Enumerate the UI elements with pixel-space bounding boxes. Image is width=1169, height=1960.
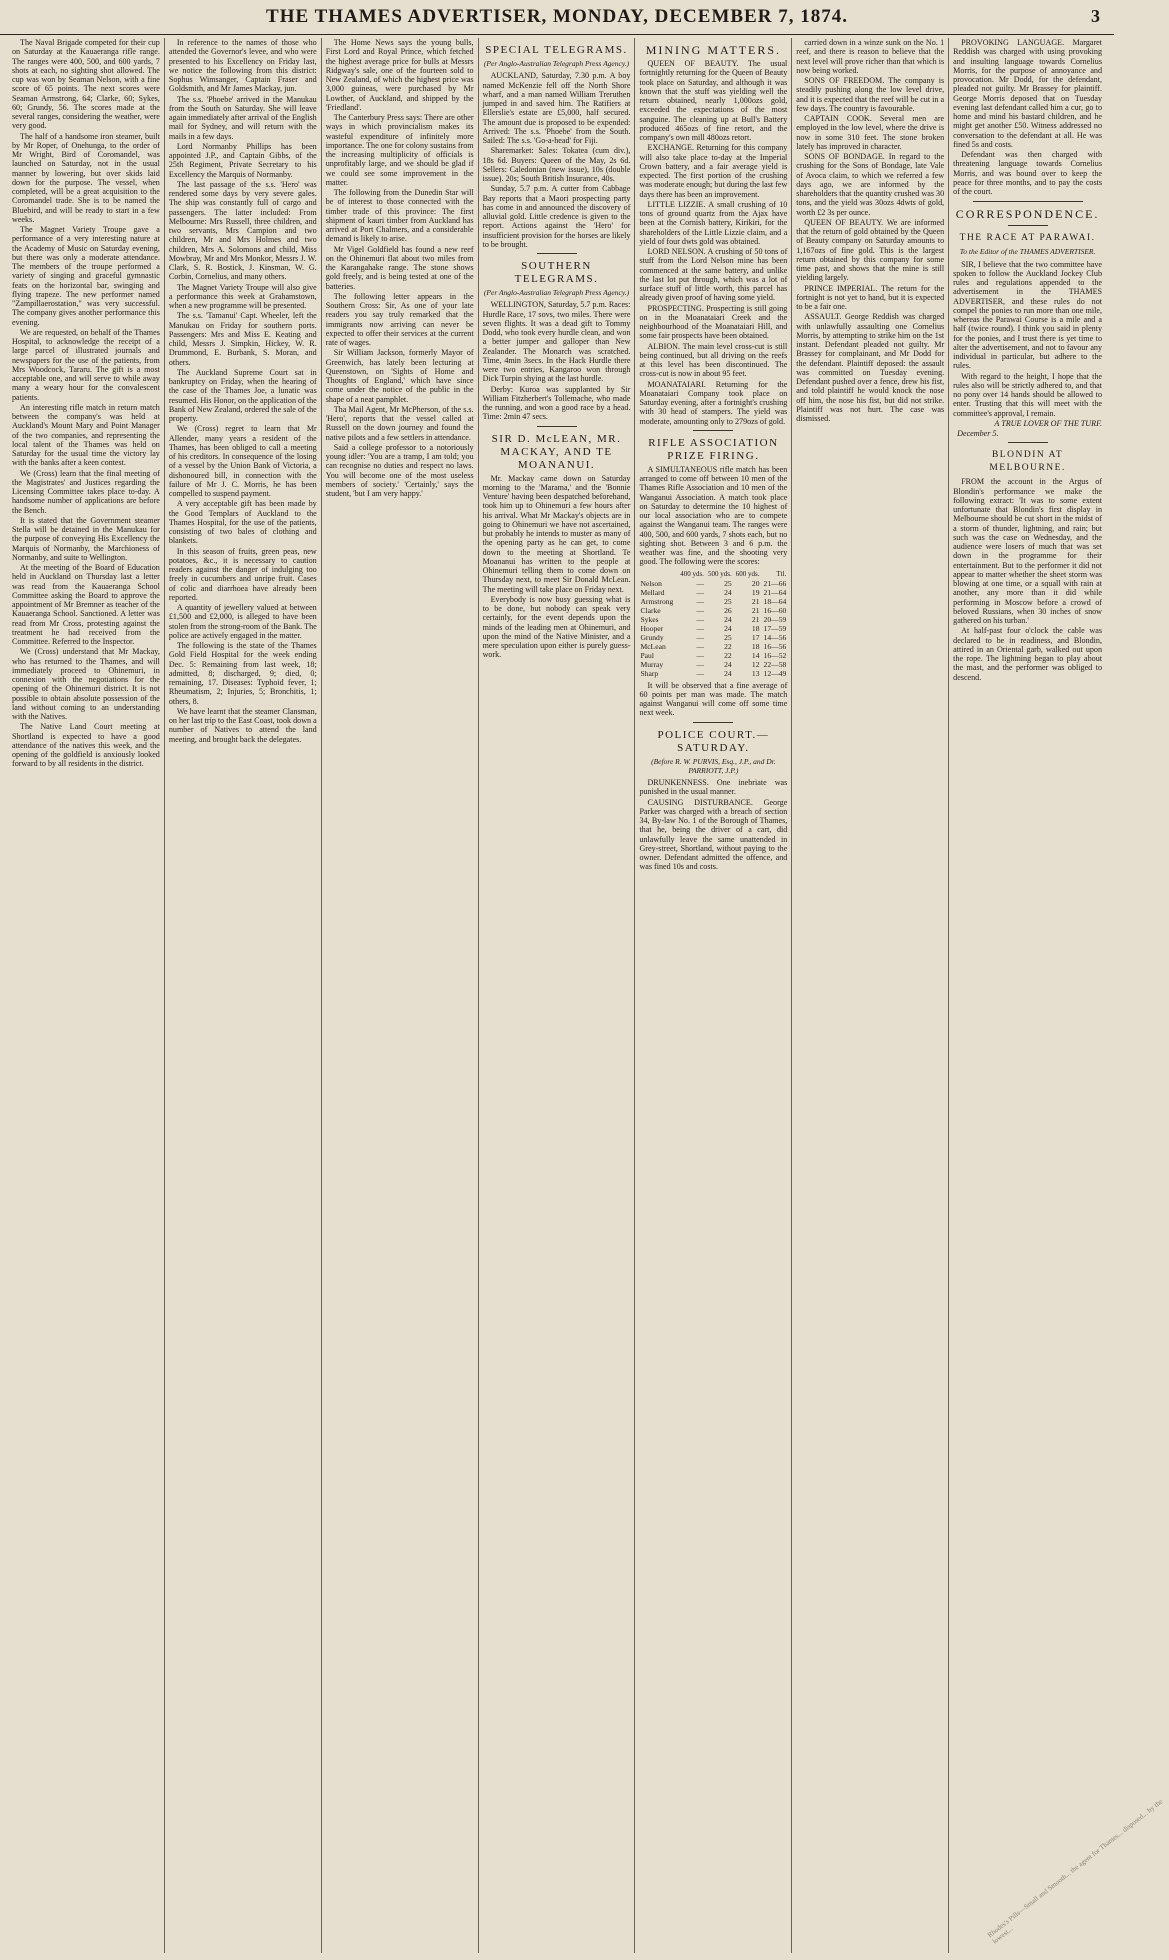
paragraph: Said a college professor to a notoriously young idler: 'You are a tramp, I am told; you can recognise no duties and respect no laws. You will become one of the most useless members of society.' 'Certainly,' says the student, 'but I am very happy.': [325, 442, 474, 498]
paragraph: The Auckland Supreme Court sat in bankruptcy on Friday, when the hearing of the case of the Thames Joe, a lunatic was resumed. His Honor, on the application of the Bank of New Zealand, ordered the sale of the property.: [168, 367, 317, 423]
table-cell: 24: [724, 614, 732, 624]
section-subheading: (Per Anglo-Australian Telegraph Press Agency.): [483, 288, 630, 297]
divider: [537, 253, 577, 254]
table-header-cell: 500 yds.: [707, 569, 732, 578]
table-cell: 20: [751, 578, 760, 588]
paragraph: At half-past four o'clock the cable was declared to be in readiness, and Blondin, attired in an Oriental garb, walked out upon the rope. The lightning began to play about the mast, and the performer was obliged to descend.: [953, 626, 1103, 682]
section-heading-mackay: SIR D. McLEAN, MR. MACKAY, AND TE MOANANUI.: [491, 432, 622, 471]
table-row: [639, 633, 787, 642]
table-cell: —: [696, 641, 704, 651]
columns: [8, 38, 1165, 1953]
letter-addressee: To the Editor of the THAMES ADVERTISER.: [959, 247, 1096, 257]
paragraph: We are requested, on behalf of the Thames Hospital, to acknowledge the receipt of a large parcel of illustrated journals and newspapers for the use of the patients, from Mrs Woodcock, Tararu. The gift is a most acceptable one, and will serve to while away many a weary hour for the convalescent patients.: [12, 327, 160, 402]
paragraph: carried down in a winze sunk on the No. 1 reef, and there is reason to believe that the next level will prove richer than that which is now being worked.: [796, 38, 945, 75]
column-2: [165, 38, 322, 1953]
table-cell: 22—58: [763, 659, 787, 669]
table-cell: 21—66: [763, 578, 787, 588]
paragraph: ALBION. The main level cross-cut is still being continued, but all driving on the reefs at this level has been discontinued. The cross-cut is now in about 95 feet.: [639, 341, 788, 379]
table-cell: Hooper: [640, 623, 664, 633]
table-row: [639, 588, 787, 597]
paragraph: Everybody is now busy guessing what is to be done, but nobody can speak very certainly, for the event depends upon the minds of the leading men at Ohinemuri, and upon the mind of the Native Minister, and a mere speculation upon either is purely guess-work.: [482, 594, 631, 660]
newspaper-title: THE THAMES ADVERTISER, MONDAY, DECEMBER 7, 1874.: [266, 6, 848, 27]
rifle-scores-table: [639, 570, 787, 678]
paragraph: Sharemarket: Sales: Tokatea (cum div.), 18s 6d. Buyers: Queen of the May, 2s 6d. Sellers: Caledonian (new issue), 10s (double issue). 20s; South British Insurance, 40s.: [482, 146, 631, 183]
section-heading-southern-telegrams: SOUTHERN TELEGRAMS.: [514, 260, 599, 285]
column-3: [322, 38, 479, 1953]
paragraph: The following letter appears in the Southern Cross: Sir, As one of your late readers you say truly remarked that the immigrants now arriving can never be expected to offer their services at the current rate of wages.: [325, 291, 474, 347]
letter-signature: A TRUE LOVER OF THE TURF.: [994, 418, 1103, 428]
paragraph: It is stated that the Government steamer Stella will be detained in the Manukau for the purpose of conveying His Excellency the Marquis of Normanby, the Marchioness of Normanby, and suite to Wellington.: [12, 515, 160, 562]
section-heading-rifle: RIFLE ASSOCIATION PRIZE FIRING.: [648, 436, 779, 462]
paragraph: The s.s. 'Phoebe' arrived in the Manukau from the South on Saturday. She will leave again immediately after arrival of the English mail for Sydney, and will return with the mails in a few days.: [168, 94, 317, 141]
paragraph: With regard to the height, I hope that the rules also will be strictly adhered to, and that no pony over 14 hands should be allowed to enter. Trusting that this will meet with the committee's approval, I remain.: [953, 371, 1103, 418]
column-5: [635, 38, 792, 1953]
paragraph: The Home News says the young bulls, First Lord and Royal Prince, which fetched the highest average price for bulls at Messrs Ridgway's sale, one of the fourteen sold to New Zealand, of which the highest price was 3,000 guineas, were purchased by Mr Lowther, of Auckland, and shipped by the 'Friedland'.: [325, 38, 474, 112]
table-cell: 24: [724, 668, 732, 678]
table-cell: 25: [724, 632, 732, 642]
paragraph: Sunday, 5.7 p.m. A cutter from Cabbage Bay reports that a Maori prospecting party has come in and announced the discovery of alluvial gold. Little credence is given to the report. Actions against the 'Hero' for insufficient provision for the horses are likely to be brought.: [482, 184, 631, 249]
column-1: [8, 38, 165, 1953]
table-row: [639, 624, 787, 633]
table-cell: McLean: [640, 641, 666, 651]
paragraph: CAUSING DISTURBANCE. George Parker was charged with a breach of section 34, By-law No. 1 of the Borough of Thames, that he, being the driver of a cart, did unlawfully leave the same unattended in Grey-street, Shortland, without paying to the owner. Defendant admitted the offence, and was fined 10s and costs.: [639, 797, 788, 872]
table-cell: —: [696, 650, 704, 660]
table-cell: 22: [724, 650, 732, 660]
paragraph: An interesting rifle match in return match between the company's was held at Auckland's Mount Mary and Point Manager of the two companies, and representing the local talent of the Thames was held on Saturday for the usual time the victory lay with the banks after a keen contest.: [12, 402, 160, 468]
paragraph: Mr Vigel Goldfield has found a new reef on the Ohinemuri flat about two miles from the Karangahake range. The stone shows gold freely, and is being tested at one of the batteries.: [325, 244, 474, 291]
table-cell: Sykes: [640, 614, 659, 624]
table-cell: 21: [751, 605, 760, 615]
paragraph: SIR, I believe that the two committee have spoken to follow the Auckland Jockey Club rules and regulations appended to the advertisement in the THAMES ADVERTISER, and these rules do not compel the ponies to run more than one mile, whereas the Parawai Course is a mile and a half (twice round). I think you said in plenty for the ponies, and I trust there is yet time to alter the advertisement, and not to favour any individual in particular, but adhere to the rules.: [953, 259, 1103, 371]
section-heading-blondin: BLONDIN AT MELBOURNE.: [989, 450, 1066, 474]
letter-date: December 5.: [957, 429, 999, 438]
table-cell: 13: [751, 668, 760, 678]
table-cell: 21: [751, 596, 760, 606]
section-heading-police-court: POLICE COURT.—SATURDAY.: [657, 728, 770, 754]
section-subheading: (Before R. W. PURVIS, Esq., J.P., and Dr. PARRIOTT, J.P.): [651, 756, 776, 775]
table-row: [639, 615, 787, 624]
paragraph: QUEEN OF BEAUTY. The usual fortnightly returning for the Queen of Beauty took place on Saturday, and although it was known that the stuff was yielding well the return obtained, nearly 1,000ozs gold, exceeded the expectations of the most sanguine. The cleaning up at Bull's Battery produced 465ozs of fine retort, and the company's own mill 480ozs retort.: [639, 59, 788, 142]
paragraph: PROSPECTING. Prospecting is still going on in the Moanataiari Creek and the neighbourhood of the Moanataiari Hill, and some fair prospects have been obtained.: [639, 303, 788, 341]
table-cell: 21: [751, 614, 760, 624]
table-header-cell: [639, 570, 677, 579]
paragraph: We (Cross) learn that the final meeting of the Magistrates' and Justices regarding the Licensing Committee takes place to-day. A handsome number of applications are before the Bench.: [12, 468, 160, 515]
table-cell: Grundy: [640, 632, 664, 642]
table-row: [639, 606, 787, 615]
table-cell: Murray: [640, 659, 664, 669]
table-cell: 12—49: [763, 668, 787, 678]
paragraph: AUCKLAND, Saturday, 7.30 p.m. A boy named McKenzie fell off the North Shore wharf, and a man named William Treruthen jumped in and saved him. The Ratifiers at Ellerslie's estate are £5,000, half secured. The amount due is proposed to be expended: Arrived: The s.s. 'Phoebe' from the South. Sailed: The s.s. 'Go-a-head' for Fiji.: [482, 71, 631, 145]
table-cell: —: [696, 623, 704, 633]
table-cell: 17—59: [763, 623, 787, 633]
letter-heading: THE RACE AT PARAWAI.: [959, 233, 1096, 244]
table-cell: 18: [751, 623, 760, 633]
section-subheading: (Per Anglo-Australian Telegraph Press Agency.): [483, 59, 630, 68]
table-cell: Armstrong: [640, 596, 674, 606]
column-4: [479, 38, 636, 1953]
paragraph: In reference to the names of those who attended the Governor's levee, and who were presented to his Excellency on Friday last, we notice the following from this district: Sophus Wimsanger, Captain Fraser and Goldsmith, and Mr James Mackay, jun.: [168, 38, 317, 94]
paragraph: SONS OF FREEDOM. The company is steadily pushing along the low level drive, and it is expected that the reef will be cut in a few days. The country is favourable.: [796, 76, 945, 113]
paragraph: CAPTAIN COOK. Several men are employed in the low level, where the drive is now in some 310 feet. The stone broken lately has improved in character.: [796, 114, 945, 151]
paragraph: Sir William Jackson, formerly Mayor of Greenwich, has lately been lecturing at Queenstown, on 'Sights of Home and Thoughts of England,' which have since come under the notice of the public in the shape of a neat pamphlet.: [325, 348, 474, 404]
divider: [973, 201, 1083, 202]
page-number: 3: [1091, 6, 1100, 26]
paragraph: We (Cross) understand that Mr Mackay, who has returned to the Thames, and will immediately proceed to Ohinemuri, in connexion with the negotiations for the opening of the Ohinemuri district. It is not possible to obtain absolute possession of the land without coming to an understanding with the Natives.: [12, 647, 160, 721]
paragraph: PRINCE IMPERIAL. The return for the fortnight is not yet to hand, but it is expected to be a fair one.: [796, 283, 945, 311]
table-cell: 25: [724, 596, 732, 606]
rotated-clipping-text: Rhodes's Pills—Small and Smooth... the agent for Thames... disposed... by the lowest...: [986, 1797, 1165, 1946]
rotated-clipping: [956, 1783, 1165, 1953]
table-header-cell: 400 yds.: [680, 569, 704, 578]
masthead: [0, 0, 1114, 35]
divider: [537, 426, 577, 427]
table-cell: —: [696, 659, 704, 669]
table-cell: 24: [724, 659, 732, 669]
divider: [693, 722, 733, 723]
column-6: [792, 38, 949, 1953]
column-7: [949, 38, 1165, 1953]
paragraph: MOANATAIARI. Returning for the Moanataiari Company took place on Saturday evening, after a fortnight's crushing with 30 head of stampers. The yield was moderate, amounting only to 279ozs of gold.: [639, 379, 788, 426]
paragraph: Lord Normanby Phillips has been appointed J.P., and Captain Gibbs, of the 25th Regiment, Private Secretary to his Excellency the Marquis of Normanby.: [168, 141, 317, 179]
paragraph: The last passage of the s.s. 'Hero' was rendered some days by very severe gales. The ship was constantly full of cargo and passengers. The latter included: From Melbourne: Mrs Russell, three children, and two servants, Mrs Campion and two children, Mr and Mrs Holmes and two children, Mrs A. Solomons and child, Miss Mowbray, Mr and Mrs Monkor, Messrs J. W. Clark, S. R. Bostick, J. Kinsman, W. G. Corbin, Cornelius, and many others.: [168, 179, 317, 282]
table-cell: 16—60: [763, 605, 787, 615]
table-cell: —: [696, 578, 704, 588]
section-heading-special-telegrams: SPECIAL TELEGRAMS.: [485, 44, 628, 56]
table-cell: 18—64: [763, 596, 787, 606]
section-heading-correspondence: CORRESPONDENCE.: [955, 207, 1100, 222]
table-row: [639, 660, 787, 669]
paragraph: A quantity of jewellery valued at between £1,500 and £2,000, is alleged to have been stolen from the strong-room of the Bank. The police are actively engaged in the matter.: [168, 603, 317, 640]
paragraph: WELLINGTON, Saturday, 5.7 p.m. Races: Hurdle Race, 17 sovs, two miles. There were seven flights. It was a dead gift to Tommy Dodd, who took every hurdle clean, and won a better jumper and galloper than New Zealander. The Monarch was scratched. Time, 4min 3secs. In the Hack Hurdle there were two entries, Kangaroo won through Dick Turpin shying at the last hurdle.: [482, 300, 631, 384]
paragraph: We have learnt that the steamer Clansman, on her last trip to the East Coast, took down a number of Natives to attend the land meeting, and brought back the delegates.: [168, 706, 317, 744]
paragraph: It will be observed that a fine average of 60 points per man was made. The match against Wanganui will come off some time next week.: [639, 680, 788, 718]
table-cell: 19: [751, 587, 760, 597]
table-cell: —: [696, 668, 704, 678]
paragraph: A SIMULTANEOUS rifle match has been arranged to come off between 10 men of the Thames Rifle Association and 10 men of the Wanganui Association. A match took place on Saturday to determine the 10 highest of our local association who are to compete against the Wanganui team. The ranges were 400, 500, and 600 yards, 7 shots each, but no sighting shot. Between 3 and 6 p.m. the weather was fine, and the shooting very good. The following were the scores:: [639, 464, 788, 567]
paragraph: Mr. Mackay came down on Saturday morning to the 'Marama,' and the 'Bonnie Venture' having been despatched beforehand, took him up to Ohinemuri a few hours after his arrival. What Mr Mackay's objects are in going to Ohinemuri we have not ascertained, but probably he intends to muster as many of the opening party as he can get, to come down to the meeting at Shortland. Te Moananui has written to the people at Ohinemuri telling them to come down on Thursday next, to meet Sir Donald McLean. The meeting will take place on Friday next.: [482, 473, 631, 594]
section-heading-mining-matters: MINING MATTERS.: [645, 43, 782, 57]
table-cell: 25: [724, 578, 732, 588]
table-cell: —: [696, 596, 704, 606]
table-cell: 20—59: [763, 614, 787, 624]
table-cell: —: [696, 632, 704, 642]
table-cell: 22: [724, 641, 732, 651]
paragraph: The Magnet Variety Troupe gave a performance of a very interesting nature at the Academy of Music on Saturday evening, but there was only a moderate attendance. The members of the troupe performed a variety of singing and graceful gymnastic feats on the horizontal bar, swinging and flying trapeze. The new performer named "Zampillaerostation," was very successful. The company gives another performance this evening.: [12, 225, 160, 327]
table-cell: 14—56: [763, 632, 787, 642]
paragraph: FROM the account in the Argus of Blondin's performance we make the following extract: 'It was to some extent unfortunate that Blondin's first display in Melbourne should be cut short in the midst of a storm of thunder, lightning, and rain; but such was the case on Wednesday, and the audience were losers of much that was set down in the programme for their entertainment. But to the performer it did not appear to matter whether the sheet storm was blowing at one time, or a squall with rain at another, any more than it did while performing in Moscow before a crowd of beloved Russians, when 30 inches of snow gathered on his turban.': [953, 477, 1103, 625]
table-cell: Sharp: [640, 668, 659, 678]
paragraph: LORD NELSON. A crushing of 50 tons of stuff from the Lord Nelson mine has been commenced at the same battery, and unlike the last lot put through, which was a lot of surface stuff of little worth, this parcel has already given proof of having some yield.: [639, 247, 788, 303]
table-row: [639, 579, 787, 588]
divider: [1008, 442, 1048, 443]
table-cell: 16—56: [763, 641, 787, 651]
table-cell: 18: [751, 641, 760, 651]
paragraph: The Naval Brigade competed for their cup on Saturday at the Kauaeranga rifle range. The ranges were 400, 500, and 600 yards, 7 shots at each, no sighting shot allowed. The cup was won by Seaman Nelson, with a fine score of 65 points. The next scores were Seaman Armstrong, 64; Clarke, 60; Sykes, 60; Grundy, 56. The scores made at the several ranges, considering the weather, were very good.: [12, 38, 160, 131]
table-cell: Clarke: [640, 605, 661, 615]
table-cell: —: [696, 614, 704, 624]
paragraph: Defendant was then charged with threatening language towards Cornelius Morris, and was bound over to keep the peace for three months, and to pay the costs of the court.: [953, 150, 1103, 196]
table-row: [639, 651, 787, 660]
paragraph: Tha Mail Agent, Mr McPherson, of the s.s. 'Hero', reports that the vessel called at Russell on the down journey and found the native pilots and a few settlers in attendance.: [325, 404, 474, 442]
paragraph: The half of a handsome iron steamer, built by Mr Roper, of Onehunga, to the order of Mr Wright, Bird of Coromandel, was launched on Saturday, not in the usual manner by lowering, but over skids laid down for the purpose. The vessel, when completed, will be a great acquisition to the Coromandel trade. She is to be named the Bluebird, and will be ready to start in a few weeks.: [12, 131, 160, 224]
table-body: [639, 579, 787, 678]
paragraph: PROVOKING LANGUAGE. Margaret Reddish was charged with using provoking and insulting language towards Cornelius Morris, for the purpose of annoyance and provocation. Mr Dodd, for the defendant, pleaded not guilty. Mr Brassey for plaintiff. George Morris deposed that on Tuesday evening last defendant called him a cur, go to home and mind his bastard children, and he might get another £50. Witness addressed no conversation to the defendant at all. He was fined 5s and costs.: [953, 38, 1103, 149]
table-cell: 12: [751, 659, 760, 669]
table-header-row: [639, 570, 787, 579]
divider: [693, 430, 733, 431]
table-row: [639, 642, 787, 651]
table-row: [639, 597, 787, 606]
paragraph: The s.s. 'Tamanui' Capt. Wheeler, left the Manukau on Friday for southern ports. Passengers: Mrs and Miss E. Keating and child, Messrs J. Simpkin, Hickey, W. R. Drummond, E. Burbank, S. Moran, and others.: [168, 311, 317, 367]
paragraph: LITTLE LIZZIE. A small crushing of 10 tons of ground quartz from the Ajax have been at the Cornish battery, Kirikiri, for the shareholders of the Little Lizzie claim, and a yield of four dwts gold was obtained.: [639, 199, 788, 246]
paragraph: The following is the state of the Thames Gold Field Hospital for the week ending Dec. 5: Remaining from last week, 18; admitted, 8; discharged, 9; died, 0; remaining, 17. Diseases: Typhoid fever, 1; Rheumatism, 2; Injuries, 5; Bronchitis, 1; others, 8.: [168, 641, 317, 706]
paragraph: QUEEN OF BEAUTY. We are informed that the return of gold obtained by the Queen of Beauty company on Saturday amounts to 1,167ozs of fine gold. This is the largest return obtained by this company for some time past, and shows that the mine is still yielding largely.: [796, 217, 945, 283]
table-cell: 24: [724, 623, 732, 633]
paragraph: We (Cross) regret to learn that Mr Allender, many years a resident of the Thames, has been obliged to call a meeting of his creditors. In consequence of the losing of a vessel by the Union Bank of Victoria, a dishonoured bill, in connection with the failure of Mr J. C. Morris, he has been compelled to suspend payment.: [168, 424, 317, 498]
table-cell: —: [696, 605, 704, 615]
paragraph: EXCHANGE. Returning for this company will also take place to-day at the Imperial Crown battery, and a fair average yield is expected. The first portion of the crushing was moderate enough; but during the last few days there has been an improvement.: [639, 143, 788, 199]
table-cell: 17: [751, 632, 760, 642]
paragraph: ASSAULT. George Reddish was charged with unlawfully assaulting one Cornelius Morris, by attempting to strike him on the 1st instant. Defendant pleaded not guilty. Mr Brassey for complainant, and Mr Dodd for the defendant. Plaintiff deposed: the assault was committed on Tuesday evening. Defendant pushed over a fence, drew his fist, and told plaintiff he would knock the nose off him, the nose his fist, but did not strike. Plaintiff was not hurt. The case was dismissed.: [796, 312, 945, 423]
paragraph: The following from the Dunedin Star will be of interest to those connected with the timber trade of this province: The first shipment of kauri timber from Auckland has arrived at Port Chalmers, and a considerable demand is likely to arise.: [325, 188, 474, 244]
table-header-cell: 600 yds.: [735, 569, 760, 578]
paragraph: At the meeting of the Board of Education held in Auckland on Thursday last a letter was read from the Kauaeranga School Committee asking the Board to approve the appointment of Mr Bremner as teacher of the Kauaeranga School. Sanctioned. A letter was read from Mr Cross, protesting against the treatment he had received from the Committee. Referred to the Inspector.: [12, 563, 160, 646]
divider: [1008, 225, 1048, 226]
paragraph: The Canterbury Press says: There are other ways in which provincialism makes its wasteful expenditure of infinitely more importance. The one for colony sustains from the increasing multiplicity of officials is unprofitably large, and we should be glad if we could see some improvement in the matter.: [325, 113, 474, 187]
paragraph: Derby: Kuroa was supplanted by Sir William Fitzherbert's Tollemache, who made the running, and won a good race by a head. Time: 2min 47 secs.: [482, 384, 631, 422]
table-cell: 21—64: [763, 587, 787, 597]
table-cell: Nelson: [640, 578, 662, 588]
table-cell: 26: [724, 605, 732, 615]
table-header-cell: Ttl.: [776, 569, 787, 578]
paragraph: SONS OF BONDAGE. In regard to the crushing for the Sons of Bondage, late Vale of Avoca claim, to which we referred a few days ago, we are informed by the shareholders that the quantity crushed was 30 tons, and the yield was 30ozs 4dwts of gold, worth £2 3s per ounce.: [796, 152, 945, 217]
paragraph: DRUNKENNESS. One inebriate was punished in the usual manner.: [639, 778, 788, 797]
table-cell: —: [696, 587, 704, 597]
paragraph: The Magnet Variety Troupe will also give a performance this week at Grahamstown, when a new programme will be presented.: [168, 282, 317, 310]
table-row: [639, 669, 787, 678]
table-cell: 14: [751, 650, 760, 660]
table-cell: 16—52: [763, 650, 787, 660]
paragraph: A very acceptable gift has been made by the Good Templars of Auckland to the Thames Hospital, for the use of the patients, consisting of two bales of clothing and blankets.: [168, 499, 317, 546]
table-cell: Mellard: [640, 587, 665, 597]
table-cell: 24: [724, 587, 732, 597]
paragraph: The Native Land Court meeting at Shortland is expected to have a good attendance of the natives this week, and the opening of the goldfield is anxiously looked forward to by all residents in the district.: [12, 722, 160, 769]
table-cell: Paul: [640, 650, 654, 660]
paragraph: In this season of fruits, green peas, new potatoes, &c., it is necessary to caution readers against the danger of indulging too freely in cucumbers and unripe fruit. Cases of colic and diarrhoea have already been reported.: [168, 546, 317, 602]
